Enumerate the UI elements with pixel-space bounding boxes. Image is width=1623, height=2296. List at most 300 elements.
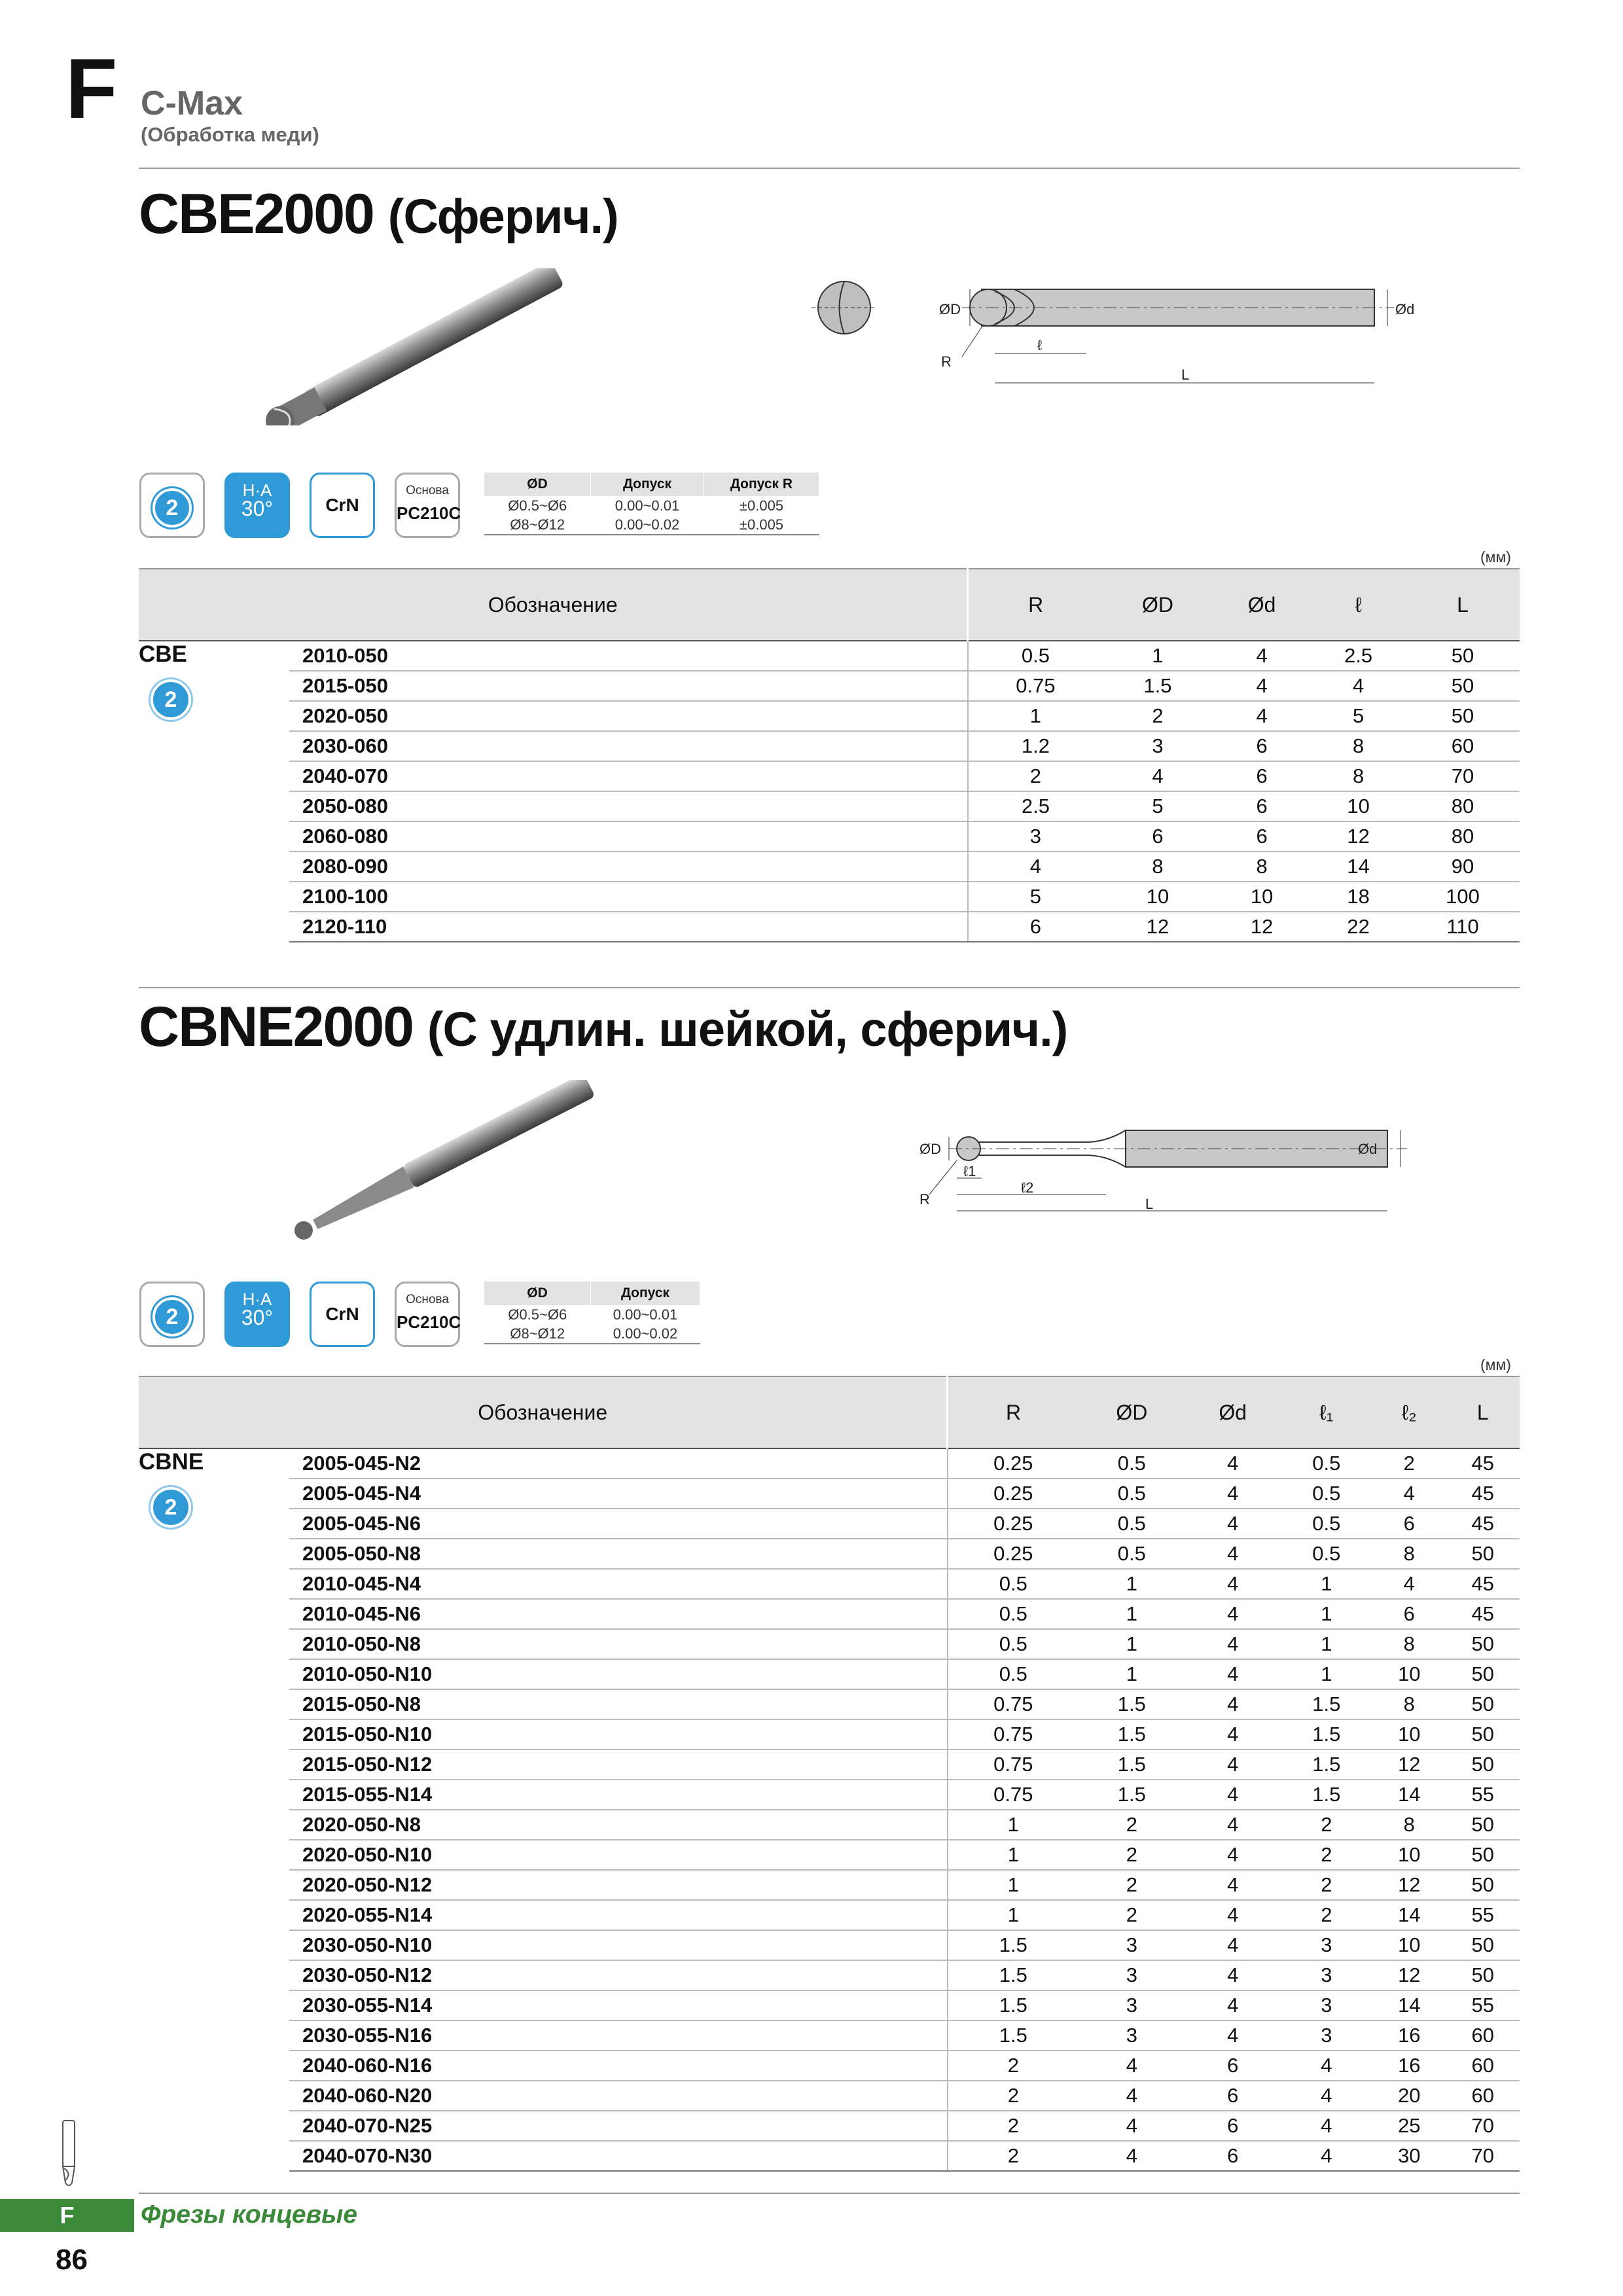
helix-angle-icon xyxy=(224,473,290,538)
dim-L: L xyxy=(1145,1196,1154,1212)
value-cell: 4 xyxy=(1372,1479,1446,1509)
value-cell: 4 xyxy=(1079,2081,1185,2111)
value-cell: 4 xyxy=(1185,1990,1281,2020)
base-value: PC210C xyxy=(397,1312,461,1332)
value-cell: 0.75 xyxy=(948,1719,1079,1749)
value-cell: 4 xyxy=(1185,1659,1281,1689)
value-cell: 3 xyxy=(1079,1960,1185,1990)
value-cell: 12 xyxy=(1213,912,1311,942)
designation-cell: 2005-045-N2 xyxy=(289,1448,948,1479)
value-cell: 3 xyxy=(1079,2020,1185,2051)
table-row xyxy=(139,1629,1520,1659)
value-cell: 0.5 xyxy=(1281,1509,1373,1539)
table-row xyxy=(139,761,1520,791)
value-cell: 8 xyxy=(1103,852,1213,882)
flutes-icon xyxy=(139,1282,205,1347)
brand-name: C-Max xyxy=(141,84,243,122)
coating-icon xyxy=(310,1282,375,1347)
base-value: PC210C xyxy=(397,503,461,523)
col-header-r: R xyxy=(948,1376,1079,1448)
value-cell: 6 xyxy=(1185,2111,1281,2141)
value-cell: 1 xyxy=(1103,641,1213,671)
value-cell: 0.5 xyxy=(948,1599,1079,1629)
designation-cell: 2030-060 xyxy=(289,731,968,761)
value-cell: 6 xyxy=(1103,821,1213,852)
value-cell: 1 xyxy=(948,1840,1079,1870)
value-cell: 45 xyxy=(1446,1479,1520,1509)
cbe-title xyxy=(139,182,618,247)
designation-cell: 2100-100 xyxy=(289,882,968,912)
value-cell: 3 xyxy=(1281,1930,1373,1960)
value-cell: 4 xyxy=(1281,2111,1373,2141)
table-row xyxy=(139,852,1520,882)
value-cell: 2 xyxy=(1079,1870,1185,1900)
table-row xyxy=(139,1599,1520,1629)
designation-cell: 2015-050-N8 xyxy=(289,1689,948,1719)
value-cell: 1 xyxy=(1079,1659,1185,1689)
value-cell: 6 xyxy=(1372,1599,1446,1629)
value-cell: 4 xyxy=(1185,1870,1281,1900)
value-cell: 4 xyxy=(1185,1479,1281,1509)
value-cell: 70 xyxy=(1446,2141,1520,2171)
footer-section-tab: F xyxy=(0,2199,134,2232)
table-row xyxy=(139,1659,1520,1689)
table-row xyxy=(139,2020,1520,2051)
value-cell: 4 xyxy=(1185,1780,1281,1810)
col-header-designation: Обозначение xyxy=(139,569,968,641)
value-cell: 1.5 xyxy=(1103,671,1213,701)
tol-header: Допуск xyxy=(591,473,704,496)
designation-cell: 2010-050 xyxy=(289,641,968,671)
designation-cell: 2005-045-N4 xyxy=(289,1479,948,1509)
designation-cell: 2010-045-N4 xyxy=(289,1569,948,1599)
value-cell: 14 xyxy=(1372,1900,1446,1930)
table-row xyxy=(139,1930,1520,1960)
section-divider xyxy=(139,987,1520,988)
value-cell: 12 xyxy=(1103,912,1213,942)
value-cell: 2.5 xyxy=(1311,641,1406,671)
tol-cell: 0.00~0.01 xyxy=(613,1306,678,1323)
table-row xyxy=(139,1749,1520,1780)
value-cell: 50 xyxy=(1446,1689,1520,1719)
value-cell: 6 xyxy=(1185,2081,1281,2111)
value-cell: 4 xyxy=(1281,2141,1373,2171)
cbe-tool-image xyxy=(236,268,602,425)
table-row xyxy=(139,1448,1520,1479)
value-cell: 0.25 xyxy=(948,1448,1079,1479)
value-cell: 50 xyxy=(1446,1749,1520,1780)
value-cell: 1 xyxy=(948,1870,1079,1900)
table-row xyxy=(139,1569,1520,1599)
value-cell: 4 xyxy=(1311,671,1406,701)
value-cell: 4 xyxy=(1185,1840,1281,1870)
cbne-title-sub: (С удлин. шейкой, сферич.) xyxy=(427,1002,1068,1056)
value-cell: 6 xyxy=(1213,761,1311,791)
tol-cell: 0.00~0.02 xyxy=(591,1324,700,1344)
dim-l: ℓ xyxy=(1037,337,1043,353)
value-cell: 8 xyxy=(1213,852,1311,882)
col-header-l: ℓ xyxy=(1311,569,1406,641)
value-cell: 0.5 xyxy=(948,1569,1079,1599)
value-cell: 50 xyxy=(1446,1840,1520,1870)
value-cell: 45 xyxy=(1446,1569,1520,1599)
designation-cell: 2030-050-N10 xyxy=(289,1930,948,1960)
value-cell: 2 xyxy=(1281,1870,1373,1900)
value-cell: 1 xyxy=(1079,1629,1185,1659)
designation-cell: 2015-050-N10 xyxy=(289,1719,948,1749)
table-row xyxy=(139,671,1520,701)
value-cell: 22 xyxy=(1311,912,1406,942)
value-cell: 10 xyxy=(1372,1930,1446,1960)
value-cell: 4 xyxy=(1185,1448,1281,1479)
value-cell: 3 xyxy=(1103,731,1213,761)
value-cell: 50 xyxy=(1446,1539,1520,1569)
value-cell: 12 xyxy=(1372,1870,1446,1900)
value-cell: 4 xyxy=(1281,2081,1373,2111)
value-cell: 1.5 xyxy=(948,2020,1079,2051)
value-cell: 4 xyxy=(1213,671,1311,701)
value-cell: 50 xyxy=(1406,671,1520,701)
coating-label: CrN xyxy=(325,495,359,515)
designation-cell: 2040-070-N30 xyxy=(289,2141,948,2171)
table-row xyxy=(139,791,1520,821)
tol-cell: Ø0.5~Ø6 xyxy=(508,497,567,514)
designation-cell: 2060-080 xyxy=(289,821,968,852)
value-cell: 2 xyxy=(948,2081,1079,2111)
designation-cell: 2005-050-N8 xyxy=(289,1539,948,1569)
value-cell: 18 xyxy=(1311,882,1406,912)
value-cell: 3 xyxy=(1281,2020,1373,2051)
value-cell: 3 xyxy=(1079,1990,1185,2020)
value-cell: 0.5 xyxy=(1079,1539,1185,1569)
base-material-icon xyxy=(395,1282,460,1347)
helix-angle-label: H·A xyxy=(242,1289,272,1309)
value-cell: 70 xyxy=(1406,761,1520,791)
tol-cell: ±0.005 xyxy=(739,497,784,514)
cbne-technical-drawing xyxy=(890,1116,1414,1221)
value-cell: 12 xyxy=(1311,821,1406,852)
value-cell: 4 xyxy=(1185,1719,1281,1749)
value-cell: 60 xyxy=(1446,2051,1520,2081)
value-cell: 4 xyxy=(1213,641,1311,671)
value-cell: 4 xyxy=(1213,701,1311,731)
helix-angle-value: 30° xyxy=(241,497,274,520)
value-cell: 0.5 xyxy=(1079,1479,1185,1509)
value-cell: 1.5 xyxy=(1281,1780,1373,1810)
value-cell: 4 xyxy=(1185,1960,1281,1990)
designation-cell: 2040-070-N25 xyxy=(289,2111,948,2141)
value-cell: 50 xyxy=(1446,1810,1520,1840)
designation-cell: 2015-055-N14 xyxy=(289,1780,948,1810)
table-row xyxy=(139,2111,1520,2141)
table-row xyxy=(139,701,1520,731)
value-cell: 8 xyxy=(1372,1539,1446,1569)
value-cell: 45 xyxy=(1446,1509,1520,1539)
value-cell: 6 xyxy=(1213,821,1311,852)
col-header-od-small: Ød xyxy=(1213,569,1311,641)
helix-angle-icon xyxy=(224,1282,290,1347)
unit-label: (мм) xyxy=(1480,1356,1511,1373)
value-cell: 10 xyxy=(1103,882,1213,912)
value-cell: 6 xyxy=(1372,1509,1446,1539)
tol-cell: Ø8~Ø12 xyxy=(484,515,591,535)
value-cell: 8 xyxy=(1311,731,1406,761)
designation-cell: 2010-050-N10 xyxy=(289,1659,948,1689)
value-cell: 1 xyxy=(1079,1599,1185,1629)
table-row xyxy=(139,1870,1520,1900)
table-row xyxy=(139,641,1520,671)
cbe-title-code: CBE2000 xyxy=(139,183,374,245)
value-cell: 4 xyxy=(1079,2141,1185,2171)
designation-cell: 2030-050-N12 xyxy=(289,1960,948,1990)
value-cell: 6 xyxy=(1213,731,1311,761)
value-cell: 2 xyxy=(1281,1900,1373,1930)
value-cell: 10 xyxy=(1213,882,1311,912)
value-cell: 5 xyxy=(968,882,1103,912)
cbne-tool-image xyxy=(236,1080,628,1250)
designation-cell: 2005-045-N6 xyxy=(289,1509,948,1539)
value-cell: 50 xyxy=(1446,1719,1520,1749)
value-cell: 70 xyxy=(1446,2111,1520,2141)
value-cell: 80 xyxy=(1406,821,1520,852)
value-cell: 50 xyxy=(1446,1629,1520,1659)
dim-r: R xyxy=(941,353,952,370)
value-cell: 1 xyxy=(968,701,1103,731)
dim-od-small: Ød xyxy=(1358,1141,1378,1157)
table-row xyxy=(139,1479,1520,1509)
table-row xyxy=(139,2081,1520,2111)
value-cell: 1.5 xyxy=(1281,1689,1373,1719)
col-header-l1: ℓ₁ xyxy=(1281,1376,1373,1448)
value-cell: 0.25 xyxy=(948,1479,1079,1509)
designation-cell: 2010-045-N6 xyxy=(289,1599,948,1629)
value-cell: 110 xyxy=(1406,912,1520,942)
value-cell: 60 xyxy=(1446,2020,1520,2051)
value-cell: 2 xyxy=(948,2141,1079,2171)
col-header-od: ØD xyxy=(1079,1376,1185,1448)
coating-label: CrN xyxy=(325,1304,359,1324)
value-cell: 10 xyxy=(1372,1840,1446,1870)
value-cell: 0.5 xyxy=(1281,1539,1373,1569)
designation-cell: 2020-050-N8 xyxy=(289,1810,948,1840)
cbe-spec-table xyxy=(139,568,1520,942)
table-row xyxy=(139,1689,1520,1719)
value-cell: 4 xyxy=(968,852,1103,882)
value-cell: 5 xyxy=(1103,791,1213,821)
value-cell: 1.2 xyxy=(968,731,1103,761)
value-cell: 55 xyxy=(1446,1990,1520,2020)
designation-cell: 2020-050 xyxy=(289,701,968,731)
coating-icon xyxy=(310,473,375,538)
value-cell: 20 xyxy=(1372,2081,1446,2111)
value-cell: 50 xyxy=(1406,701,1520,731)
value-cell: 1 xyxy=(1281,1629,1373,1659)
col-header-designation: Обозначение xyxy=(139,1376,948,1448)
table-row xyxy=(139,821,1520,852)
value-cell: 0.5 xyxy=(1281,1448,1373,1479)
value-cell: 50 xyxy=(1446,1960,1520,1990)
dim-od: ØD xyxy=(919,1141,941,1157)
helix-angle-label: H·A xyxy=(242,480,272,500)
table-row xyxy=(139,1990,1520,2020)
value-cell: 12 xyxy=(1372,1749,1446,1780)
value-cell: 3 xyxy=(1281,1960,1373,1990)
value-cell: 0.5 xyxy=(968,641,1103,671)
value-cell: 8 xyxy=(1372,1629,1446,1659)
value-cell: 50 xyxy=(1446,1870,1520,1900)
value-cell: 3 xyxy=(1281,1990,1373,2020)
value-cell: 0.75 xyxy=(948,1749,1079,1780)
value-cell: 4 xyxy=(1372,1569,1446,1599)
cbe-title-sub: (Сферич.) xyxy=(387,189,618,243)
value-cell: 16 xyxy=(1372,2020,1446,2051)
designation-cell: 2120-110 xyxy=(289,912,968,942)
helix-angle-value: 30° xyxy=(241,1306,274,1329)
value-cell: 3 xyxy=(968,821,1103,852)
value-cell: 30 xyxy=(1372,2141,1446,2171)
value-cell: 45 xyxy=(1446,1599,1520,1629)
flute-count-icon: 2 xyxy=(151,679,191,720)
value-cell: 0.75 xyxy=(948,1689,1079,1719)
table-row xyxy=(139,1719,1520,1749)
value-cell: 1.5 xyxy=(948,1960,1079,1990)
value-cell: 8 xyxy=(1372,1689,1446,1719)
value-cell: 1 xyxy=(1281,1569,1373,1599)
value-cell: 8 xyxy=(1311,761,1406,791)
value-cell: 2 xyxy=(1079,1810,1185,1840)
tol-cell: Ø8~Ø12 xyxy=(484,1324,591,1344)
value-cell: 50 xyxy=(1406,641,1520,671)
cbne-title-code: CBNE2000 xyxy=(139,996,413,1058)
value-cell: 45 xyxy=(1446,1448,1520,1479)
col-header-od: ØD xyxy=(1103,569,1213,641)
value-cell: 1.5 xyxy=(1079,1780,1185,1810)
value-cell: 1.5 xyxy=(1281,1749,1373,1780)
table-row xyxy=(139,1960,1520,1990)
value-cell: 16 xyxy=(1372,2051,1446,2081)
series-name: CBNE xyxy=(139,1449,204,1475)
value-cell: 25 xyxy=(1372,2111,1446,2141)
table-row xyxy=(139,1509,1520,1539)
col-header-L: L xyxy=(1406,569,1520,641)
value-cell: 2 xyxy=(1372,1448,1446,1479)
table-row xyxy=(139,731,1520,761)
table-row xyxy=(139,2051,1520,2081)
tol-cell: 0.00~0.01 xyxy=(615,497,680,514)
value-cell: 6 xyxy=(1185,2051,1281,2081)
value-cell: 1 xyxy=(1281,1659,1373,1689)
designation-cell: 2010-050-N8 xyxy=(289,1629,948,1659)
section-letter: F xyxy=(65,41,118,136)
value-cell: 10 xyxy=(1372,1719,1446,1749)
unit-label: (мм) xyxy=(1480,548,1511,565)
value-cell: 2 xyxy=(1281,1810,1373,1840)
table-row xyxy=(139,2141,1520,2171)
value-cell: 14 xyxy=(1311,852,1406,882)
value-cell: 4 xyxy=(1079,2111,1185,2141)
value-cell: 4 xyxy=(1281,2051,1373,2081)
value-cell: 2 xyxy=(948,2111,1079,2141)
value-cell: 80 xyxy=(1406,791,1520,821)
value-cell: 1.5 xyxy=(1079,1719,1185,1749)
value-cell: 0.75 xyxy=(968,671,1103,701)
value-cell: 100 xyxy=(1406,882,1520,912)
value-cell: 3 xyxy=(1079,1930,1185,1960)
value-cell: 14 xyxy=(1372,1780,1446,1810)
value-cell: 4 xyxy=(1185,1749,1281,1780)
tol-header: Допуск R xyxy=(704,473,819,496)
col-header-r: R xyxy=(968,569,1103,641)
table-row xyxy=(139,882,1520,912)
value-cell: 1.5 xyxy=(1281,1719,1373,1749)
page-number: 86 xyxy=(56,2244,88,2276)
value-cell: 2 xyxy=(1281,1840,1373,1870)
tol-header: ØD xyxy=(484,473,591,496)
value-cell: 12 xyxy=(1372,1960,1446,1990)
brand-subtitle: (Обработка меди) xyxy=(141,123,319,146)
base-material-icon xyxy=(395,473,460,538)
designation-cell: 2050-080 xyxy=(289,791,968,821)
end-mill-icon xyxy=(52,2117,85,2189)
tol-header: Допуск xyxy=(591,1282,700,1305)
table-row xyxy=(139,912,1520,942)
tol-cell: 0.00~0.02 xyxy=(591,515,704,535)
value-cell: 6 xyxy=(1213,791,1311,821)
value-cell: 2 xyxy=(968,761,1103,791)
value-cell: 50 xyxy=(1446,1930,1520,1960)
base-label: Основа xyxy=(406,1293,449,1306)
dim-l1: ℓ1 xyxy=(963,1163,976,1179)
designation-cell: 2020-050-N12 xyxy=(289,1870,948,1900)
designation-cell: 2030-055-N16 xyxy=(289,2020,948,2051)
tol-cell: ±0.005 xyxy=(704,515,819,535)
dim-od: ØD xyxy=(939,301,961,317)
series-cell xyxy=(139,641,289,942)
value-cell: 1 xyxy=(948,1900,1079,1930)
designation-cell: 2040-060-N16 xyxy=(289,2051,948,2081)
value-cell: 4 xyxy=(1185,1689,1281,1719)
value-cell: 0.75 xyxy=(948,1780,1079,1810)
value-cell: 0.5 xyxy=(1079,1509,1185,1539)
flute-count-icon: 2 xyxy=(152,488,192,528)
value-cell: 4 xyxy=(1185,1539,1281,1569)
tol-header: ØD xyxy=(484,1282,591,1305)
value-cell: 8 xyxy=(1372,1810,1446,1840)
value-cell: 14 xyxy=(1372,1990,1446,2020)
flutes-icon xyxy=(139,473,205,538)
value-cell: 0.5 xyxy=(948,1659,1079,1689)
value-cell: 1.5 xyxy=(1079,1749,1185,1780)
value-cell: 55 xyxy=(1446,1780,1520,1810)
designation-cell: 2040-060-N20 xyxy=(289,2081,948,2111)
value-cell: 4 xyxy=(1185,1930,1281,1960)
cbne-tolerance-table xyxy=(484,1282,700,1344)
cbne-title xyxy=(139,995,1067,1060)
value-cell: 4 xyxy=(1079,2051,1185,2081)
value-cell: 4 xyxy=(1185,1599,1281,1629)
col-header-L: L xyxy=(1446,1376,1520,1448)
cbne-spec-table xyxy=(139,1376,1520,2172)
table-row xyxy=(139,1840,1520,1870)
tol-cell: Ø0.5~Ø6 xyxy=(508,1306,567,1323)
series-cell xyxy=(139,1448,289,2171)
value-cell: 0.5 xyxy=(1079,1448,1185,1479)
designation-cell: 2015-050 xyxy=(289,671,968,701)
value-cell: 2 xyxy=(1079,1900,1185,1930)
value-cell: 6 xyxy=(968,912,1103,942)
dim-L: L xyxy=(1181,367,1190,383)
value-cell: 10 xyxy=(1372,1659,1446,1689)
